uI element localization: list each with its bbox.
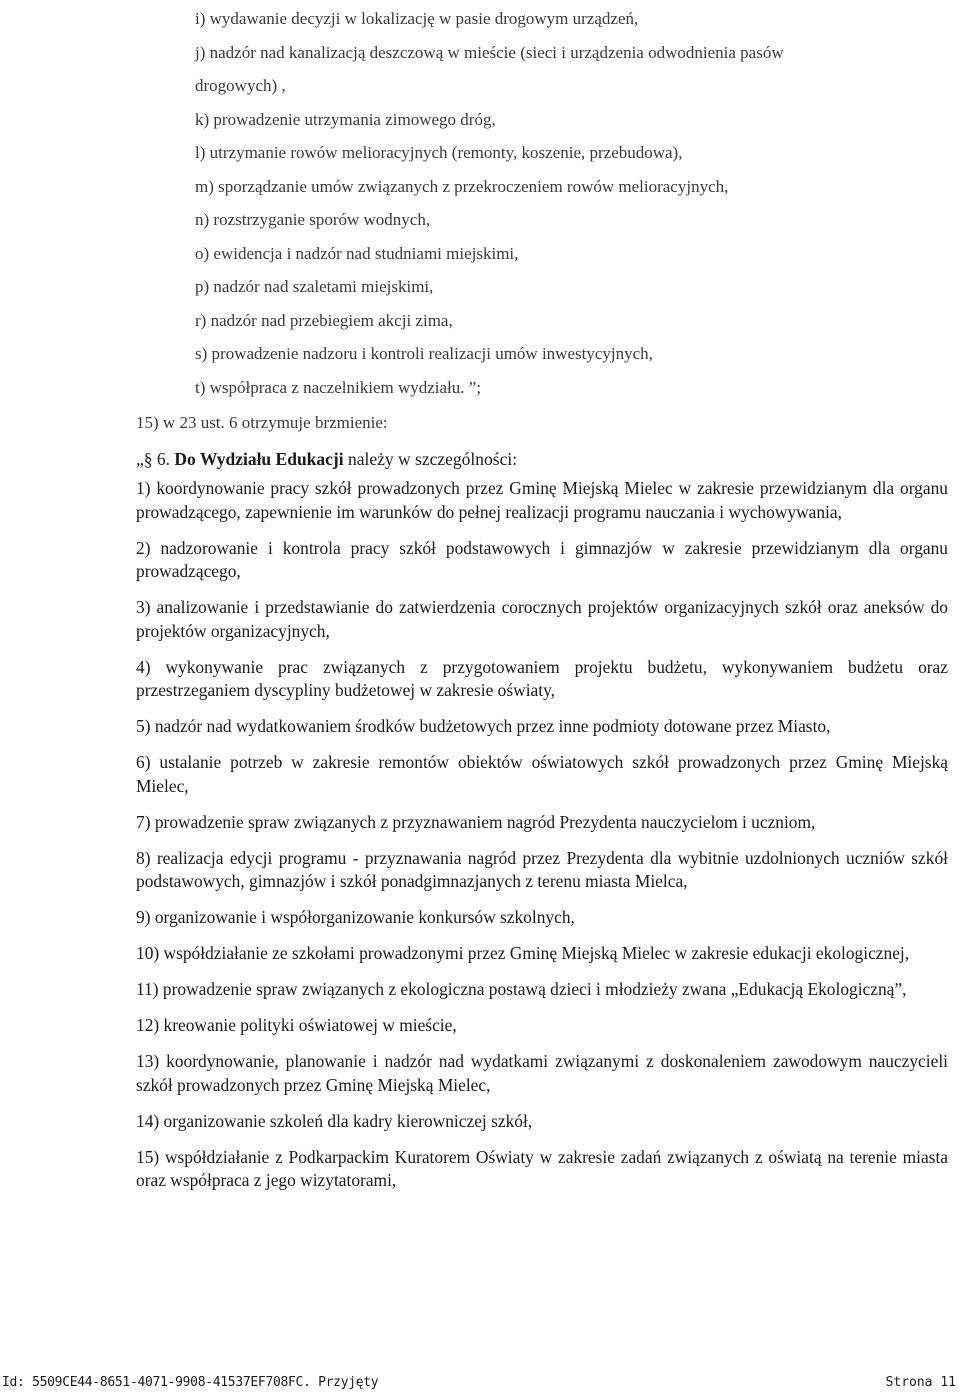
- list-item: j) nadzór nad kanalizacją deszczową w mieście (sieci i urządzenia odwodnienia pasów: [195, 42, 784, 62]
- task-item: 13) koordynowanie, planowanie i nadzór nad wydatkami związanymi z doskonaleniem zawodowym nauczycieli szkół prowadzonych przez Gminę Miejską Mielec,: [136, 1051, 948, 1095]
- sub-item-list: [195, 2, 935, 404]
- list-item-continuation: drogowych) ,: [195, 76, 286, 95]
- amendment-point: 15) w 23 ust. 6 otrzymuje brzmienie:: [136, 413, 388, 432]
- task-item: 8) realizacja edycji programu - przyznawania nagród przez Prezydenta dla wybitnie uzdolnionych uczniów szkół podstawowych, gimnazjów i szkół ponadgimnazjanych z terenu miasta Mielca,: [136, 847, 948, 891]
- section-heading: [136, 444, 517, 474]
- list-item: k) prowadzenie utrzymania zimowego dróg,: [195, 109, 496, 129]
- section-prefix: „§ 6.: [136, 449, 175, 469]
- section-suffix: należy w szczególności:: [343, 449, 518, 469]
- task-item: 3) analizowanie i przedstawianie do zatwierdzenia corocznych projektów organizacyjnych szkół oraz aneksów do projektów organizacyjnych,: [136, 597, 948, 641]
- task-item: 4) wykonywanie prac związanych z przygotowaniem projektu budżetu, wykonywaniem budżetu oraz przestrzeganiem dyscypliny budżetowej w zakresie oświaty,: [136, 656, 948, 700]
- task-item: 2) nadzorowanie i kontrola pracy szkół podstawowych i gimnazjów w zakresie przewidzianym dla organu prowadzącego,: [136, 537, 948, 581]
- task-item: 5) nadzór nad wydatkowaniem środków budżetowych przez inne podmioty dotowane przez Miasto,: [136, 716, 831, 736]
- list-item: l) utrzymanie rowów melioracyjnych (remonty, koszenie, przebudowa),: [195, 143, 683, 162]
- list-item: t) współpraca z naczelnikiem wydziału. ”;: [195, 377, 482, 397]
- page-number: Strona 11: [885, 1375, 956, 1390]
- list-item: i) wydawanie decyzji w lokalizację w pasie drogowym urządzeń,: [195, 9, 639, 28]
- list-item: o) ewidencja i nadzór nad studniami miejskimi,: [195, 243, 519, 263]
- task-item: 11) prowadzenie spraw związanych z ekologiczna postawą dzieci i młodzieży zwana „Edukacją Ekologiczną”,: [136, 979, 907, 999]
- task-list: [136, 477, 948, 1205]
- document-id: Id: 5509CE44-8651-4071-9908-41537EF708FC. Przyjęty: [2, 1375, 379, 1390]
- page-footer: [0, 1373, 960, 1395]
- task-item: 10) współdziałanie ze szkołami prowadzonymi przez Gminę Miejską Mielec w zakresie edukacji ekologicznej,: [136, 943, 910, 963]
- task-item: 15) współdziałanie z Podkarpackim Kuratorem Oświaty w zakresie zadań związanych z oświatą na terenie miasta oraz współpraca z jego wizytatorami,: [136, 1146, 948, 1190]
- section-title: Do Wydziału Edukacji: [174, 449, 344, 469]
- task-item: 7) prowadzenie spraw związanych z przyznawaniem nagród Prezydenta nauczycielom i uczniom,: [136, 811, 816, 832]
- list-item: r) nadzór nad przebiegiem akcji zima,: [195, 310, 453, 330]
- task-item: 12) kreowanie polityki oświatowej w mieście,: [136, 1015, 457, 1035]
- list-item: p) nadzór nad szaletami miejskimi,: [195, 277, 434, 296]
- list-item: n) rozstrzyganie sporów wodnych,: [195, 210, 431, 229]
- list-item: s) prowadzenie nadzoru i kontroli realizacji umów inwestycyjnych,: [195, 344, 653, 363]
- task-item: 9) organizowanie i współorganizowanie konkursów szkolnych,: [136, 907, 575, 927]
- list-item: m) sporządzanie umów związanych z przekroczeniem rowów melioracyjnych,: [195, 176, 729, 196]
- task-item: 14) organizowanie szkoleń dla kadry kierowniczej szkół,: [136, 1110, 533, 1131]
- task-item: 1) koordynowanie pracy szkół prowadzonych przez Gminę Miejską Mielec w zakresie przewidzianym dla organu prowadzącego, zapewnienie im warunków do pełnej realizacji programu nauczania i wychowywania,: [136, 478, 948, 522]
- task-item: 6) ustalanie potrzeb w zakresie remontów obiektów oświatowych szkół prowadzonych przez Gminę Miejską Mielec,: [136, 752, 948, 796]
